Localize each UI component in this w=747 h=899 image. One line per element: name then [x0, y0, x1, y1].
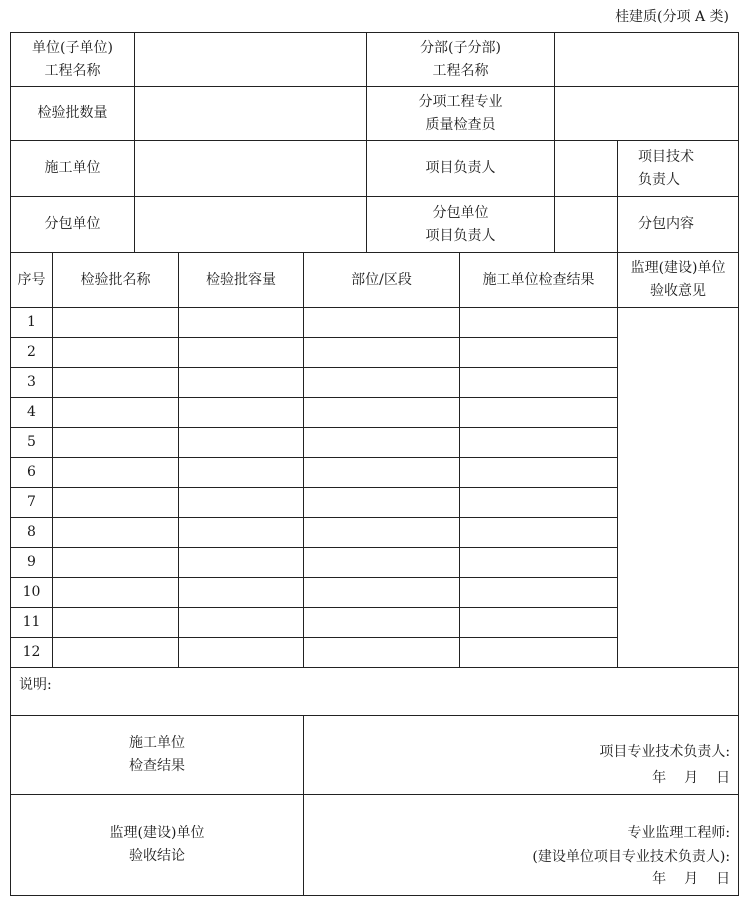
form-code: 桂建质(分项 A 类)	[615, 9, 729, 25]
table-cell[interactable]	[304, 398, 460, 428]
table-cell[interactable]	[304, 578, 460, 608]
table-cell[interactable]	[304, 518, 460, 548]
table-cell[interactable]	[460, 338, 618, 368]
quality-inspector-value[interactable]	[555, 87, 739, 141]
table-cell[interactable]	[53, 608, 179, 638]
header-seq: 序号	[11, 253, 53, 308]
construction-unit-label: 施工单位	[11, 141, 135, 197]
project-leader-label: 项目负责人	[367, 141, 555, 197]
quality-inspector-label: 分项工程专业 质量检查员	[367, 87, 555, 141]
table-cell[interactable]	[179, 638, 304, 668]
table-cell[interactable]	[304, 548, 460, 578]
batch-count-label: 检验批数量	[11, 87, 135, 141]
inspection-form	[10, 32, 739, 896]
table-cell[interactable]	[304, 428, 460, 458]
table-cell[interactable]	[53, 578, 179, 608]
table-cell[interactable]	[53, 338, 179, 368]
date-line: 年 月 日	[652, 770, 731, 786]
tech-signature-label: 项目专业技术负责人:	[599, 744, 731, 760]
table-cell[interactable]	[460, 458, 618, 488]
table-cell[interactable]	[304, 638, 460, 668]
table-cell[interactable]	[53, 368, 179, 398]
table-cell[interactable]	[460, 368, 618, 398]
project-leader-value[interactable]	[555, 141, 618, 197]
header-batch-name: 检验批名称	[53, 253, 179, 308]
table-row-seq: 12	[11, 638, 53, 668]
table-row-seq: 4	[11, 398, 53, 428]
table-row-seq: 1	[11, 308, 53, 338]
supervisor-signature-label: 专业监理工程师:	[627, 825, 731, 841]
supervision-conclusion-signature[interactable]	[304, 795, 739, 896]
sub-content-label: 分包内容	[618, 197, 739, 253]
note-field[interactable]	[11, 668, 739, 716]
table-cell[interactable]	[53, 458, 179, 488]
tech-leader-label: 项目技术 负责人	[618, 141, 739, 197]
table-row-seq: 10	[11, 578, 53, 608]
table-row-seq: 2	[11, 338, 53, 368]
table-cell[interactable]	[53, 548, 179, 578]
sub-project-name-label: 分部(子分部) 工程名称	[367, 33, 555, 87]
table-cell[interactable]	[304, 338, 460, 368]
table-cell[interactable]	[460, 548, 618, 578]
table-cell[interactable]	[460, 638, 618, 668]
table-cell[interactable]	[53, 428, 179, 458]
table-cell[interactable]	[304, 458, 460, 488]
table-cell[interactable]	[179, 368, 304, 398]
table-row-seq: 8	[11, 518, 53, 548]
table-row-seq: 3	[11, 368, 53, 398]
table-cell[interactable]	[53, 398, 179, 428]
table-row-seq: 11	[11, 608, 53, 638]
batch-count-value[interactable]	[135, 87, 367, 141]
owner-signature-label: (建设单位项目专业技术负责人):	[532, 849, 731, 865]
construction-unit-value[interactable]	[135, 141, 367, 197]
table-cell[interactable]	[460, 518, 618, 548]
table-cell[interactable]	[179, 338, 304, 368]
subcontractor-label: 分包单位	[11, 197, 135, 253]
construction-check-label: 施工单位 检查结果	[11, 716, 304, 795]
unit-project-name-label: 单位(子单位) 工程名称	[11, 33, 135, 87]
table-cell[interactable]	[179, 578, 304, 608]
table-cell[interactable]	[179, 428, 304, 458]
note-label: 说明:	[19, 677, 52, 693]
table-cell[interactable]	[460, 428, 618, 458]
table-cell[interactable]	[179, 548, 304, 578]
table-cell[interactable]	[304, 488, 460, 518]
header-construction-result: 施工单位检查结果	[460, 253, 618, 308]
header-supervision-opinion: 监理(建设)单位 验收意见	[618, 253, 739, 308]
table-cell[interactable]	[460, 488, 618, 518]
table-cell[interactable]	[460, 578, 618, 608]
supervision-conclusion-label: 监理(建设)单位 验收结论	[11, 795, 304, 896]
table-cell[interactable]	[53, 638, 179, 668]
table-cell[interactable]	[179, 608, 304, 638]
header-batch-capacity: 检验批容量	[179, 253, 304, 308]
table-cell[interactable]	[179, 308, 304, 338]
unit-project-name-value[interactable]	[135, 33, 367, 87]
table-cell[interactable]	[304, 308, 460, 338]
date-line: 年 月 日	[652, 871, 731, 887]
header-location: 部位/区段	[304, 253, 460, 308]
table-cell[interactable]	[179, 398, 304, 428]
supervision-opinion-value[interactable]	[618, 308, 739, 668]
table-cell[interactable]	[179, 458, 304, 488]
table-cell[interactable]	[460, 308, 618, 338]
sub-leader-label: 分包单位 项目负责人	[367, 197, 555, 253]
table-row-seq: 7	[11, 488, 53, 518]
table-cell[interactable]	[179, 488, 304, 518]
table-row-seq: 6	[11, 458, 53, 488]
table-cell[interactable]	[53, 518, 179, 548]
sub-leader-value[interactable]	[555, 197, 618, 253]
table-cell[interactable]	[53, 308, 179, 338]
sub-project-name-value[interactable]	[555, 33, 739, 87]
table-row-seq: 9	[11, 548, 53, 578]
table-cell[interactable]	[460, 608, 618, 638]
table-cell[interactable]	[53, 488, 179, 518]
subcontractor-value[interactable]	[135, 197, 367, 253]
table-cell[interactable]	[304, 608, 460, 638]
construction-check-signature[interactable]	[304, 716, 739, 795]
table-cell[interactable]	[304, 368, 460, 398]
table-row-seq: 5	[11, 428, 53, 458]
table-cell[interactable]	[179, 518, 304, 548]
table-cell[interactable]	[460, 398, 618, 428]
